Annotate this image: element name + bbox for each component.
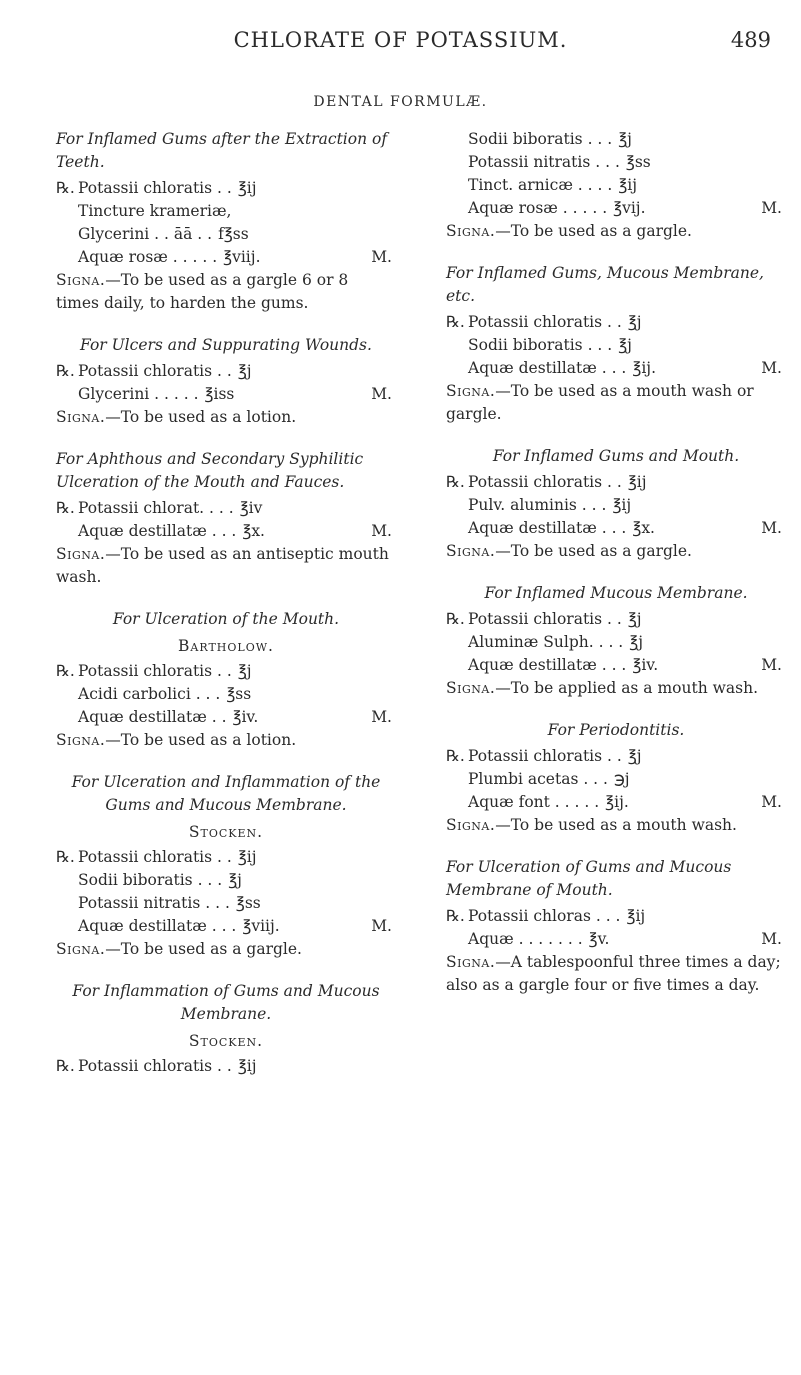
formula-block <box>446 856 786 997</box>
ingredient-line <box>56 869 396 892</box>
section-title: DENTAL FORMULÆ. <box>313 94 488 110</box>
ingredient-quantity: ℥ij <box>237 179 257 197</box>
ingredient-line <box>56 520 396 543</box>
signa-text: —To be used as a gargle. <box>495 222 692 240</box>
formula-author: Bartholow. <box>178 637 274 655</box>
ingredient-quantity: ℥j <box>228 871 242 889</box>
ingredient-line <box>56 1055 396 1078</box>
recipe-symbol: ℞. <box>56 1057 75 1075</box>
ingredient-quantity: ℥j <box>627 313 642 331</box>
signa-text: —To be used as a gargle. <box>105 940 302 958</box>
ingredient-name: Aquæ rosæ . . . . . <box>468 199 608 217</box>
ingredient-line <box>446 905 786 928</box>
ingredient-line <box>56 846 396 869</box>
ingredient-quantity: ℥iss <box>204 385 235 403</box>
ingredient-line <box>446 745 786 768</box>
ingredient-quantity: ℥j <box>618 130 632 148</box>
ingredient-line <box>446 768 786 791</box>
ingredient-quantity: ℥j <box>237 362 252 380</box>
ingredient-name: Aquæ destillatæ . . <box>78 708 227 726</box>
ingredient-line <box>56 223 396 246</box>
ingredient-line <box>446 608 786 631</box>
recipe-symbol: ℞. <box>56 848 75 866</box>
ingredient-quantity: ℥j <box>629 633 643 651</box>
signa-text: —To be used as a lotion. <box>105 408 297 426</box>
ingredient-line <box>446 151 786 174</box>
formula-heading: For Inflamed Gums, Mucous Membrane, etc. <box>446 264 764 305</box>
formula-author: Stocken. <box>188 1032 264 1050</box>
formula-block <box>446 262 786 426</box>
ingredient-name: Potassii chloratis . . <box>468 610 622 628</box>
misce-mark: M. <box>761 519 782 537</box>
formula-block <box>56 128 396 315</box>
formula-block <box>446 719 786 837</box>
signa-directions <box>446 677 786 700</box>
recipe-symbol: ℞. <box>56 362 75 380</box>
ingredient-quantity: ℥iv. <box>232 708 259 726</box>
formula-heading: For Ulceration of Gums and Mucous Membrane of Mouth. <box>446 858 732 899</box>
ingredient-line <box>446 517 786 540</box>
ingredient-name: Potassii chloratis . . <box>468 313 622 331</box>
ingredient-quantity: ℥viij. <box>242 917 280 935</box>
signa-directions <box>56 406 396 429</box>
ingredient-line <box>446 791 786 814</box>
formula-heading: For Ulceration of the Mouth. <box>112 610 340 628</box>
formula-heading: For Inflamed Gums and Mouth. <box>492 447 740 465</box>
signa-text: —To be used as a mouth wash. <box>495 816 737 834</box>
formula-block <box>56 771 396 961</box>
formula-heading: For Aphthous and Secondary Syphilitic Ulceration of the Mouth and Fauces. <box>56 450 364 491</box>
ingredient-line <box>446 494 786 517</box>
ingredient-line <box>56 706 396 729</box>
signa-text: —To be used as a mouth wash or gargle. <box>446 382 754 423</box>
ingredient-line <box>446 128 786 151</box>
misce-mark: M. <box>761 199 782 217</box>
ingredient-quantity: ℥j <box>627 747 642 765</box>
ingredient-line <box>56 177 396 200</box>
ingredient-quantity: ℥ij <box>626 907 646 925</box>
ingredient-line <box>446 654 786 677</box>
ingredient-quantity: ℥ij <box>612 496 632 514</box>
ingredient-quantity: ℥ij <box>237 1057 257 1075</box>
ingredient-line <box>446 197 786 220</box>
ingredient-name: Aquæ . . . . . . . <box>468 930 583 948</box>
ingredient-name: Potassii nitratis . . . <box>78 894 230 912</box>
signa-directions <box>56 543 396 589</box>
formula-heading: For Inflammation of Gums and Mucous Membrane. <box>72 982 380 1023</box>
recipe-symbol: ℞. <box>446 473 465 491</box>
misce-mark: M. <box>761 656 782 674</box>
signa-directions <box>56 938 396 961</box>
ingredient-line <box>56 246 396 269</box>
misce-mark: M. <box>371 248 392 266</box>
formula-heading: For Inflamed Gums after the Extraction of Teeth. <box>56 130 388 171</box>
running-head: CHLORATE OF POTASSIUM. <box>233 28 568 52</box>
ingredient-name: Acidi carbolici . . . <box>78 685 221 703</box>
signa-label: Signa. <box>56 408 106 426</box>
ingredient-line <box>56 360 396 383</box>
signa-label: Signa. <box>446 953 496 971</box>
signa-label: Signa. <box>56 940 106 958</box>
misce-mark: M. <box>761 793 782 811</box>
formula-block <box>56 608 396 752</box>
ingredient-quantity: ℥j <box>627 610 642 628</box>
signa-directions <box>446 540 786 563</box>
ingredient-name: Potassii chloratis . . <box>468 473 622 491</box>
ingredient-line <box>446 357 786 380</box>
ingredient-name: Pulv. aluminis . . . <box>468 496 607 514</box>
ingredient-quantity: ℥ij <box>237 848 257 866</box>
ingredient-name: Sodii biboratis . . . <box>468 336 613 354</box>
ingredient-name: Sodii biboratis . . . <box>78 871 223 889</box>
ingredient-name: Potassii chloratis . . <box>78 362 232 380</box>
formula-heading: For Periodontitis. <box>547 721 685 739</box>
ingredient-name: Potassii chloratis . . <box>78 179 232 197</box>
formula-heading: For Ulceration and Inflammation of the Gums and Mucous Membrane. <box>71 773 381 814</box>
signa-directions <box>446 380 786 426</box>
ingredient-name: Potassii chloras . . . <box>468 907 621 925</box>
ingredient-name: Aquæ destillatæ . . . <box>468 519 627 537</box>
formula-heading: For Inflamed Mucous Membrane. <box>484 584 748 602</box>
ingredient-quantity: ℥ij <box>627 473 647 491</box>
signa-label: Signa. <box>446 679 496 697</box>
ingredient-quantity: ℥x. <box>632 519 655 537</box>
ingredient-line <box>446 471 786 494</box>
right-column <box>446 128 786 1016</box>
formula-block <box>446 445 786 563</box>
ingredient-name: Aquæ destillatæ . . . <box>468 656 627 674</box>
ingredient-name: Tincture krameriæ, <box>78 202 232 220</box>
signa-text: —To be used as a gargle 6 or 8 times daily, to harden the gums. <box>56 271 349 312</box>
ingredient-name: Sodii biboratis . . . <box>468 130 613 148</box>
signa-directions <box>446 814 786 837</box>
ingredient-line <box>446 631 786 654</box>
formula-block <box>56 448 396 589</box>
ingredient-name: Potassii chloratis . . <box>468 747 622 765</box>
ingredient-line <box>446 311 786 334</box>
ingredient-name: Plumbi acetas . . . <box>468 770 608 788</box>
ingredient-name: Aquæ font . . . . . <box>468 793 600 811</box>
left-column <box>56 128 396 1097</box>
signa-label: Signa. <box>446 382 496 400</box>
ingredient-name: Aquæ rosæ . . . . . <box>78 248 218 266</box>
signa-label: Signa. <box>56 271 106 289</box>
formula-block <box>446 582 786 700</box>
formula-heading: For Ulcers and Suppurating Wounds. <box>80 336 372 354</box>
signa-directions <box>446 220 786 243</box>
ingredient-line <box>56 683 396 706</box>
ingredient-name: Aluminæ Sulph. . . . <box>468 633 624 651</box>
recipe-symbol: ℞. <box>446 610 465 628</box>
formula-author: Stocken. <box>188 823 264 841</box>
ingredient-quantity: ℥x. <box>242 522 265 540</box>
recipe-symbol: ℞. <box>56 662 75 680</box>
signa-directions <box>56 729 396 752</box>
recipe-symbol: ℞. <box>56 179 75 197</box>
ingredient-quantity: ℈j <box>613 770 630 788</box>
ingredient-name: Glycerini . . āā . . <box>78 225 213 243</box>
recipe-symbol: ℞. <box>446 313 465 331</box>
formula-block <box>56 334 396 429</box>
ingredient-line <box>56 200 396 223</box>
signa-label: Signa. <box>56 731 106 749</box>
ingredient-quantity: ℥iv <box>239 499 263 517</box>
ingredient-name: Potassii chloratis . . <box>78 848 232 866</box>
ingredient-name: Aquæ destillatæ . . . <box>468 359 627 377</box>
ingredient-name: Potassii chlorat. . . . <box>78 499 234 517</box>
formula-block <box>446 128 786 243</box>
recipe-symbol: ℞. <box>56 499 75 517</box>
ingredient-quantity: ℥ss <box>226 685 252 703</box>
ingredient-line <box>56 660 396 683</box>
ingredient-name: Aquæ destillatæ . . . <box>78 917 237 935</box>
ingredient-quantity: ℥viij. <box>223 248 261 266</box>
signa-text: —To be used as an antiseptic mouth wash. <box>56 545 389 586</box>
ingredient-quantity: f℥ss <box>218 225 249 243</box>
signa-text: —To be used as a lotion. <box>105 731 297 749</box>
ingredient-quantity: ℥j <box>237 662 252 680</box>
page-number: 489 <box>730 28 771 52</box>
ingredient-line <box>56 915 396 938</box>
recipe-symbol: ℞. <box>446 747 465 765</box>
misce-mark: M. <box>761 359 782 377</box>
misce-mark: M. <box>371 917 392 935</box>
signa-text: —A tablespoonful three times a day; also as a gargle four or five times a day. <box>446 953 781 994</box>
ingredient-quantity: ℥ss <box>625 153 651 171</box>
ingredient-quantity: ℥ij. <box>632 359 657 377</box>
signa-directions <box>446 951 786 997</box>
ingredient-quantity: ℥vij. <box>613 199 646 217</box>
ingredient-name: Tinct. arnicæ . . . . <box>468 176 613 194</box>
ingredient-line <box>446 928 786 951</box>
signa-text: —To be used as a gargle. <box>495 542 692 560</box>
formula-block <box>56 980 396 1078</box>
misce-mark: M. <box>371 385 392 403</box>
ingredient-line <box>446 174 786 197</box>
ingredient-name: Potassii nitratis . . . <box>468 153 620 171</box>
ingredient-quantity: ℥j <box>618 336 632 354</box>
ingredient-name: Aquæ destillatæ . . . <box>78 522 237 540</box>
ingredient-line <box>56 383 396 406</box>
signa-label: Signa. <box>446 222 496 240</box>
signa-label: Signa. <box>446 816 496 834</box>
ingredient-name: Potassii chloratis . . <box>78 1057 232 1075</box>
ingredient-line <box>56 892 396 915</box>
signa-label: Signa. <box>446 542 496 560</box>
misce-mark: M. <box>761 930 782 948</box>
ingredient-line <box>56 497 396 520</box>
signa-label: Signa. <box>56 545 106 563</box>
ingredient-quantity: ℥ij. <box>605 793 629 811</box>
signa-directions <box>56 269 396 315</box>
ingredient-quantity: ℥v. <box>588 930 610 948</box>
ingredient-name: Glycerini . . . . . <box>78 385 199 403</box>
misce-mark: M. <box>371 522 392 540</box>
ingredient-quantity: ℥ij <box>618 176 638 194</box>
ingredient-name: Potassii chloratis . . <box>78 662 232 680</box>
ingredient-quantity: ℥ss <box>235 894 261 912</box>
ingredient-line <box>446 334 786 357</box>
ingredient-quantity: ℥iv. <box>632 656 659 674</box>
misce-mark: M. <box>371 708 392 726</box>
signa-text: —To be applied as a mouth wash. <box>495 679 759 697</box>
recipe-symbol: ℞. <box>446 907 465 925</box>
